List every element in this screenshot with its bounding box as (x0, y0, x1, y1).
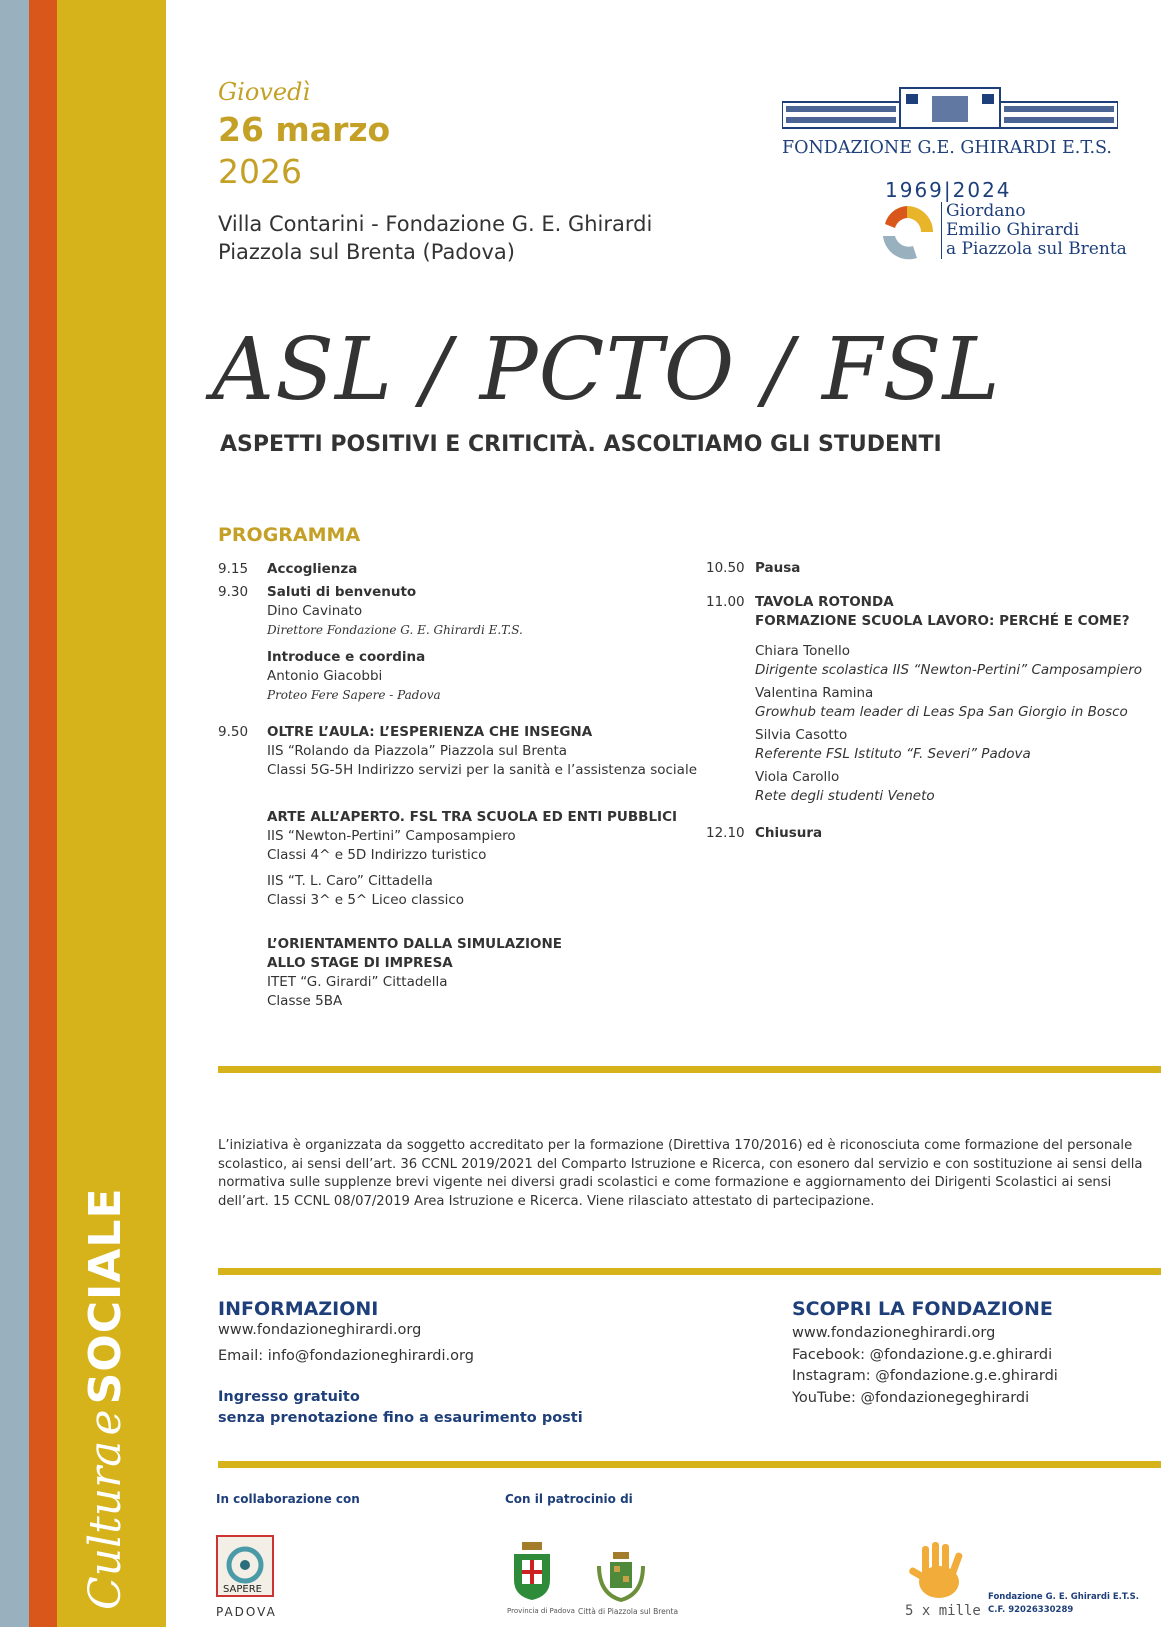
classes: Classe 5BA (267, 993, 343, 1009)
banner-word: Cultura (80, 1440, 131, 1610)
item-title: Accoglienza (267, 561, 358, 577)
collab-label: In collaborazione con (216, 1492, 360, 1506)
logo-line: Giordano (946, 201, 1026, 221)
speaker-name: Valentina Ramina (755, 685, 874, 701)
speaker-name: Viola Carollo (755, 769, 840, 785)
time: 9.15 (218, 561, 249, 577)
item-title: FORMAZIONE SCUOLA LAVORO: PERCHÉ E COME? (755, 613, 1130, 629)
speaker-role: Direttore Fondazione G. E. Ghirardi E.T.S. (267, 623, 523, 637)
discover-section (792, 1298, 1058, 1409)
proteo-logo (216, 1535, 274, 1597)
item-title: ALLO STAGE DI IMPRESA (267, 955, 453, 971)
divider (218, 1268, 1161, 1275)
speaker-role: Referente FSL Istituto “F. Severi” Padova (755, 746, 1031, 762)
website-link[interactable]: www.fondazioneghirardi.org (218, 1322, 422, 1338)
speaker-role: Growhub team leader di Leas Spa San Giorgio in Bosco (755, 704, 1128, 720)
citta-label: Città di Piazzola sul Brenta (578, 1607, 679, 1616)
info-section (218, 1298, 583, 1429)
anniversary-logo (877, 178, 1127, 259)
item-title: TAVOLA ROTONDA (755, 594, 894, 610)
time: 10.50 (706, 560, 745, 576)
item-title: ARTE ALL’APERTO. FSL TRA SCUOLA ED ENTI PUBBLICI (267, 809, 678, 825)
patronage-label: Con il patrocinio di (505, 1492, 633, 1506)
banner-word: e (80, 1409, 131, 1436)
classes: Classi 5G-5H Indirizzo servizi per la sanità e l’assistenza sociale (267, 762, 698, 778)
venue-line: Piazzola sul Brenta (Padova) (218, 240, 515, 264)
banner-word: SOCIALE (80, 1187, 131, 1405)
free-entry-note: senza prenotazione fino a esaurimento posti (218, 1410, 583, 1426)
side-banner (80, 1187, 131, 1610)
weekday: Giovedì (218, 78, 311, 106)
school: IIS “T. L. Caro” Cittadella (267, 873, 433, 889)
speaker-name: Antonio Giacobbi (267, 668, 383, 684)
five-per-mille-info (988, 1591, 1139, 1617)
proteo-spiral-icon (218, 1537, 272, 1595)
subtitle: ASPETTI POSITIVI E CRITICITÀ. ASCOLTIAMO GLI STUDENTI (220, 432, 942, 457)
foundation-name: FONDAZIONE G.E. GHIRARDI E.T.S. (782, 138, 1112, 158)
date: 26 marzo (218, 110, 391, 149)
classes: Classi 3^ e 5^ Liceo classico (267, 892, 465, 908)
side-strip-blue (0, 0, 29, 1627)
speaker-name: Dino Cavinato (267, 603, 363, 619)
time: 9.50 (218, 724, 249, 740)
foundation-logo (782, 86, 1118, 158)
side-strip-orange (29, 0, 57, 1627)
classes: Classi 4^ e 5D Indirizzo turistico (267, 847, 487, 863)
school: IIS “Rolando da Piazzola” Piazzola sul Brenta (267, 743, 568, 759)
item-title: Pausa (755, 560, 801, 576)
main-title: ASL / PCTO / FSL (212, 320, 1001, 420)
proteo-city: PADOVA (216, 1605, 277, 1619)
item-title: L’ORIENTAMENTO DALLA SIMULAZIONE (267, 936, 562, 952)
time: 9.30 (218, 584, 249, 600)
speaker-name: Chiara Tonello (755, 643, 850, 659)
item-title: Introduce e coordina (267, 649, 426, 665)
svg-text:SAPERE: SAPERE (223, 1584, 262, 1595)
speaker-role: Dirigente scolastica IIS “Newton-Pertini” Camposampiero (755, 662, 1143, 678)
school: ITET “G. Girardi” Cittadella (267, 974, 448, 990)
website-link[interactable]: www.fondazioneghirardi.org (792, 1325, 996, 1341)
logo-line: Emilio Ghirardi (946, 220, 1080, 240)
villa-icon (782, 86, 1118, 132)
item-title: Saluti di benvenuto (267, 584, 417, 600)
provincia-label: Provincia di Padova (507, 1607, 575, 1615)
tax-code: C.F. 92026330289 (988, 1605, 1074, 1615)
venue-line: Villa Contarini - Fondazione G. E. Ghirardi (218, 212, 653, 236)
item-title: Chiusura (755, 825, 823, 841)
instagram-link[interactable]: Instagram: @fondazione.g.e.ghirardi (792, 1368, 1058, 1384)
provincia-coat-of-arms-icon (508, 1542, 556, 1602)
piazzola-coat-of-arms-icon (596, 1552, 646, 1602)
school: IIS “Newton-Pertini” Camposampiero (267, 828, 516, 844)
time: 11.00 (706, 594, 745, 610)
divider (218, 1066, 1161, 1073)
speaker-role: Rete degli studenti Veneto (755, 788, 935, 804)
hand-icon (905, 1540, 971, 1602)
speaker-role: Proteo Fere Sapere - Padova (267, 688, 441, 702)
venue (218, 210, 652, 266)
info-heading: INFORMAZIONI (218, 1298, 379, 1320)
accreditation-note: L’iniziativa è organizzata da soggetto accreditato per la formazione (Direttiva 170/2016) ed è riconosciuta come formazione del personale scolastico, ai sensi dell’art. 36 CCNL 2019/2021 del Comparto Istruzione e Ricerca, con esonero dal servizio e con sostituzione ai sensi della normativa sulle supplenze brevi vigente nei diversi gradi scolastici e come formazione e aggiornamento dei Dirigenti Scolastici ai sensi dell’art. 15 CCNL 08/07/2019 Area Istruzione e Ricerca. Viene rilasciato attestato di partecipazione. (218, 1138, 1143, 1209)
divider (218, 1461, 1161, 1468)
time: 12.10 (706, 825, 745, 841)
anniversary-years: 1969|2024 (885, 178, 1012, 202)
programma-heading: PROGRAMMA (218, 524, 361, 546)
item-title: OLTRE L’AULA: L’ESPERIENZA CHE INSEGNA (267, 724, 593, 740)
logo-line: a Piazzola sul Brenta (946, 239, 1127, 259)
discover-heading: SCOPRI LA FONDAZIONE (792, 1298, 1053, 1320)
speaker-name: Silvia Casotto (755, 727, 848, 743)
year: 2026 (218, 152, 302, 191)
swirl-icon (877, 202, 937, 262)
email-link[interactable]: Email: info@fondazioneghirardi.org (218, 1347, 474, 1364)
five-org: Fondazione G. E. Ghirardi E.T.S. (988, 1592, 1139, 1602)
five-per-mille-label: 5 x mille (905, 1603, 981, 1619)
facebook-link[interactable]: Facebook: @fondazione.g.e.ghirardi (792, 1346, 1053, 1363)
free-entry: Ingresso gratuito (218, 1389, 360, 1405)
youtube-link[interactable]: YouTube: @fondazionegeghirardi (792, 1389, 1030, 1406)
